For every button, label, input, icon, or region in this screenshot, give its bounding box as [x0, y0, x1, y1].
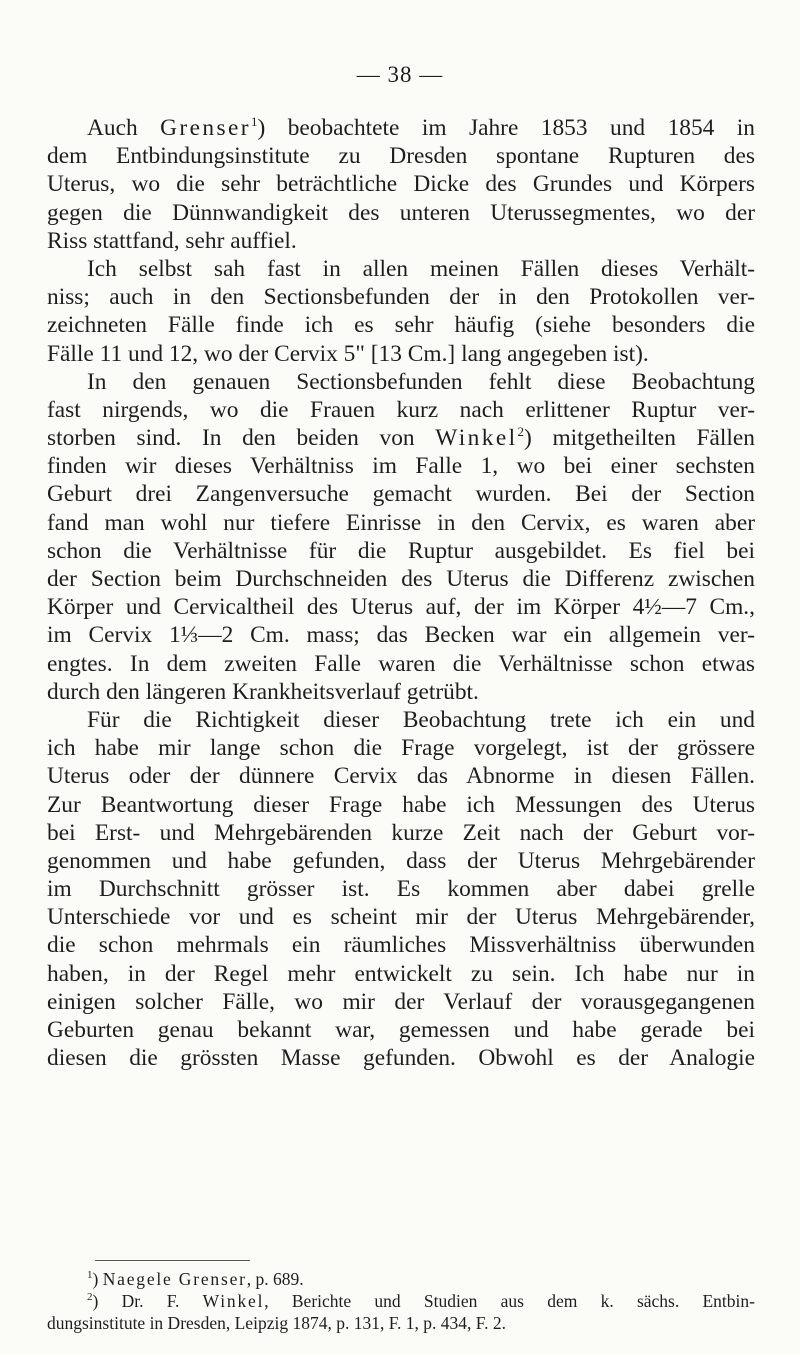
footnote-marker: 2	[87, 1291, 93, 1303]
footnote-text: , p. 689.	[246, 1269, 304, 1289]
text-line: Geburt drei Zangenversuche gemacht wurden. Bei der Section	[47, 481, 755, 508]
footnote-line: dungsinstitute in Dresden, Leipzig 1874, p. 131, F. 1, p. 434, F. 2.	[47, 1313, 506, 1333]
author-name: Naegele Grenser	[102, 1269, 247, 1289]
text-line: genommen und habe gefunden, dass der Uterus Mehrgebärender	[47, 847, 755, 874]
text-segment: ) beobachtete im Jahre 1853 und 1854 in	[257, 115, 755, 141]
author-name: Winkel	[435, 425, 518, 452]
text-line: Ich selbst sah fast in allen meinen Fällen dieses Verhält-	[87, 255, 755, 282]
author-name: Winkel	[202, 1291, 265, 1311]
text-line: bei Erst- und Mehrgebärenden kurze Zeit nach der Geburt vor-	[47, 819, 755, 846]
text-line: Uterus, wo die sehr beträchtliche Dicke des Grundes und Körpers	[47, 171, 755, 198]
footnote-marker: 1	[87, 1269, 93, 1281]
text-line: einigen solcher Fälle, wo mir der Verlauf der vorausgegangenen	[47, 988, 755, 1015]
text-line: In den genauen Sectionsbefunden fehlt diese Beobachtung	[87, 368, 755, 395]
text-line: gegen die Dünnwandigkeit des unteren Uterussegmentes, wo der	[47, 199, 755, 226]
footnote-line: $^1$) Naegele Grenser, p. 689.	[87, 1269, 304, 1289]
text-line: ich habe mir lange schon die Frage vorgelegt, ist der grössere	[47, 735, 755, 762]
text-line: im Durchschnitt grösser ist. Es kommen aber dabei grelle	[47, 876, 755, 903]
text-line: Geburten genau bekannt war, gemessen und habe gerade bei	[47, 1017, 755, 1043]
footnotes	[47, 1268, 755, 1334]
page-number: — 38 —	[356, 62, 444, 87]
text-line: schon die Verhältnisse für die Ruptur ausgebildet. Es fiel bei	[47, 537, 755, 564]
text-line: dem Entbindungsinstitute zu Dresden spontane Rupturen des	[47, 143, 755, 170]
footnote-line	[47, 1290, 755, 1312]
text-line: Für die Richtigkeit dieser Beobachtung trete ich ein und	[87, 706, 755, 733]
text-line: im Cervix 1⅓—2 Cm. mass; das Becken war ein allgemein ver-	[47, 622, 755, 649]
body-text	[47, 114, 755, 1072]
text-line: finden wir dieses Verhältniss im Falle 1, wo bei einer sechsten	[47, 453, 755, 480]
text-segment: ) mitgetheilten Fällen	[524, 425, 755, 452]
text-line: fast nirgends, wo die Frauen kurz nach erlittener Ruptur ver-	[47, 396, 755, 423]
text-line: Zur Beantwortung dieser Frage habe ich Messungen des Uterus	[47, 791, 755, 818]
text-line: Riss stattfand, sehr auffiel.	[47, 227, 297, 254]
text-segment: Auch	[87, 115, 161, 141]
text-line: haben, in der Regel mehr entwickelt zu sein. Ich habe nur in	[47, 960, 755, 987]
author-name: Grenser	[160, 115, 251, 141]
footnote-reference: 2	[517, 424, 525, 440]
text-segment: storben sind. In den beiden von	[47, 425, 436, 452]
text-line: diesen die grössten Masse gefunden. Obwohl es der Analogie	[47, 1045, 755, 1072]
text-line: die schon mehrmals ein räumliches Missverhältniss überwunden	[47, 932, 755, 959]
text-line: fand man wohl nur tiefere Einrisse in den Cervix, es waren aber	[47, 509, 755, 536]
text-line: Körper und Cervicaltheil des Uterus auf, der im Körper 4½—7 Cm.,	[47, 594, 755, 621]
text-line: niss; auch in den Sectionsbefunden der in den Protokollen ver-	[47, 284, 755, 311]
text-line	[47, 114, 755, 142]
footnote-divider	[95, 1260, 250, 1261]
text-line: engtes. In dem zweiten Falle waren die Verhältnisse schon etwas	[47, 650, 755, 677]
text-line: der Section beim Durchschneiden des Uterus die Differenz zwischen	[47, 566, 755, 592]
text-line: durch den längeren Krankheitsverlauf getrübt.	[47, 678, 479, 705]
footnote-text: , Berichte und Studien aus dem k. sächs. Entbin-	[264, 1291, 755, 1311]
text-line: Unterschiede vor und es scheint mir der Uterus Mehrgebärender,	[47, 904, 755, 931]
text-line	[47, 424, 755, 452]
footnote-text: ) Dr. F.	[92, 1291, 203, 1311]
text-line: Fälle 11 und 12, wo der Cervix 5" [13 Cm.] lang angegeben ist).	[47, 340, 649, 367]
text-line: Uterus oder der dünnere Cervix das Abnorme in diesen Fällen.	[47, 763, 755, 790]
text-line: zeichneten Fälle finde ich es sehr häufig (siehe besonders die	[47, 312, 755, 339]
footnote-reference: 1	[250, 114, 258, 129]
